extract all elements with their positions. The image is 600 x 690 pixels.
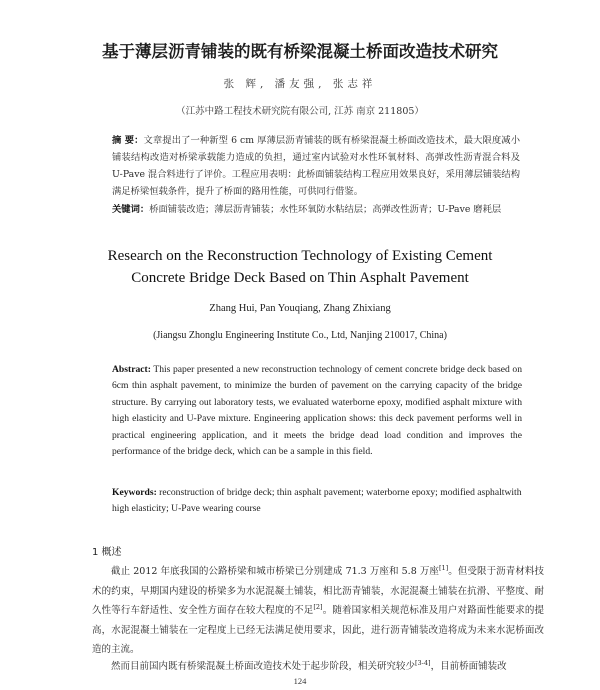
body-paragraph-1: [92, 562, 544, 660]
section-heading-overview: 1 概述: [92, 547, 122, 558]
chinese-abstract-text: 文章提出了一种新型 6 cm 厚薄层沥青铺装的既有桥梁混凝土桥面改造技术，最大限度减小铺装结构改造对桥梁承载能力造成的负担，通过室内试验对水性环氧材料、高弹改性沥青混合料及 U-Pave 混合料进行了评价。工程应用表明：此桥面铺装结构工程应用效果良好，采用薄层铺装结构满足桥梁恒载条件，提升了桥面的路用性能，可供同行借鉴。: [112, 135, 520, 197]
chinese-title: 基于薄层沥青铺装的既有桥梁混凝土桥面改造技术研究: [102, 42, 498, 61]
paragraph-1-text-c: 。随着国家相关规范标准及用户对路面性能要求的提高，水泥混凝土铺装在一定程度上已经无法满足使用要求，因此，进行沥青铺装改造将成为未来水泥桥面改造的主流。: [92, 605, 544, 655]
english-title: [0, 245, 600, 289]
english-title-line-1: Research on the Reconstruction Technology of Existing Cement: [107, 248, 493, 264]
english-abstract-label: Abstract:: [112, 364, 151, 375]
english-keywords-label: Keywords:: [112, 487, 157, 498]
paragraph-1-text-b: 。但受限于沥青材料技术的约束，早期国内建设的桥梁多为水泥混凝土铺装，相比沥青铺装，水泥混凝土铺装在抗滑、平整度、耐久性等行车舒适性、安全性方面存在较大程度的不足: [92, 566, 544, 616]
english-abstract-text: This paper presented a new reconstruction technology of cement concrete bridge deck based on 6cm thin asphalt pavement, to minimize the burden of pavement on the carrying capacity of the bridge structure. By carrying out laboratory tests, we evaluated waterborne epoxy, modified asphalt mixture with high elasticity and U-Pave mixture. Engineering application shows: this deck pavement performs well in practical engineering application, and it meets the bridge dead load condition and improves the performance of the bridge deck, which can be a sample in this field.: [112, 364, 522, 458]
paragraph-1-text-a: 截止 2012 年底我国的公路桥梁和城市桥梁已分别建成 71.3 万座和 5.8 万座: [111, 566, 439, 577]
chinese-abstract: [112, 132, 520, 200]
citation-ref-3-4: [3-4]: [415, 658, 431, 667]
chinese-abstract-label: 摘 要：: [112, 135, 144, 146]
citation-ref-2: [2]: [313, 602, 323, 611]
citation-ref-1: [1]: [439, 563, 449, 572]
english-affiliation: (Jiangsu Zhonglu Engineering Institute Co., Ltd, Nanjing 210017, China): [153, 330, 447, 341]
english-keywords: [112, 485, 522, 518]
body-paragraph-2: [92, 657, 544, 677]
english-authors: Zhang Hui, Pan Youqiang, Zhang Zhixiang: [209, 303, 391, 314]
paragraph-2-text-a: 然而目前国内既有桥梁混凝土桥面改造技术处于起步阶段，相关研究较少: [111, 661, 416, 672]
paragraph-2-text-b: ，目前桥面铺装改: [430, 661, 507, 672]
chinese-keywords-text: 桥面铺装改造；薄层沥青铺装；水性环氧防水粘结层；高弹改性沥青；U-Pave 磨耗层: [149, 204, 502, 215]
chinese-keywords-label: 关键词：: [112, 204, 150, 215]
chinese-affiliation: （江苏中路工程技术研究院有限公司, 江苏 南京 211805）: [176, 106, 424, 117]
english-keywords-text: reconstruction of bridge deck; thin asphalt pavement; waterborne epoxy; modified asphaltwith high elasticity; U-Pave wearing course: [112, 487, 522, 515]
page-number: 124: [293, 676, 307, 686]
english-title-line-2: Concrete Bridge Deck Based on Thin Asphalt Pavement: [131, 270, 469, 286]
chinese-authors: 张 辉, 潘友强, 张志祥: [223, 78, 377, 90]
chinese-keywords: [112, 201, 520, 218]
english-abstract: [112, 362, 522, 460]
